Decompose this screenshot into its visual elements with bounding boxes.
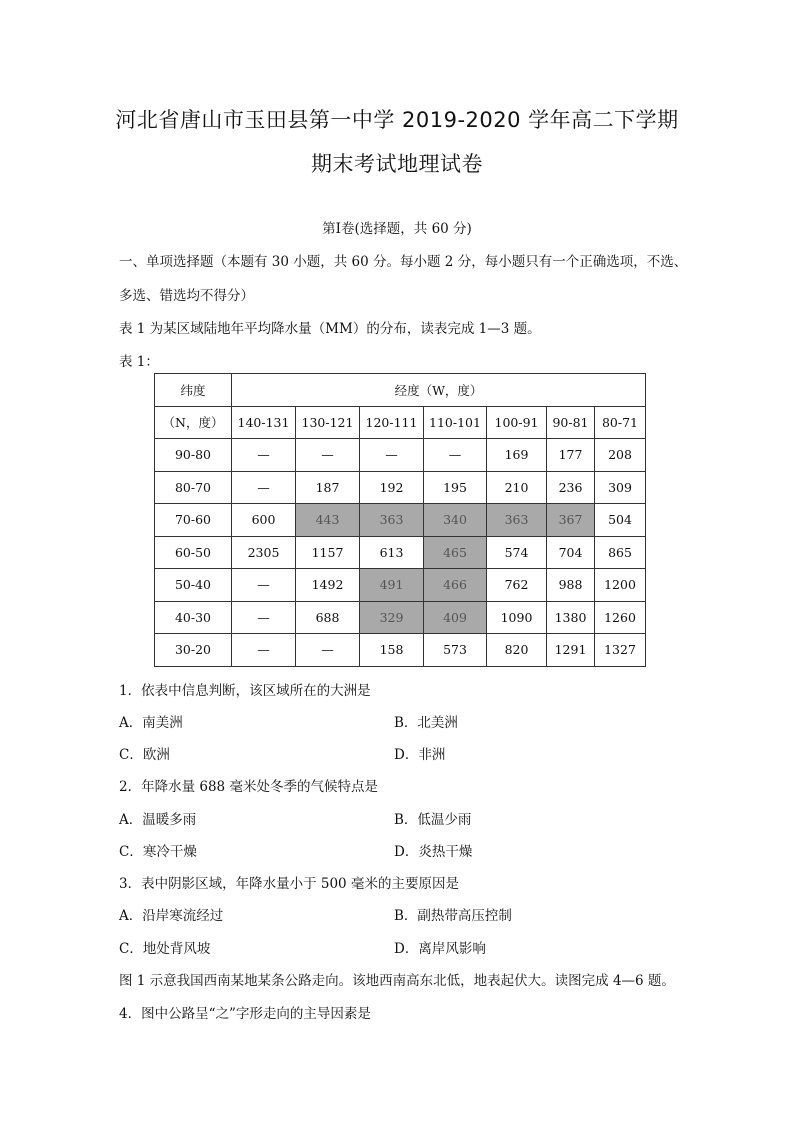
value-cell: 177: [547, 439, 595, 472]
latitude-cell: 30-20: [155, 634, 232, 667]
table-header-row: [155, 374, 646, 407]
latitude-cell: 90-80: [155, 439, 232, 472]
shaded-value-cell: 443: [296, 504, 360, 537]
question-1-option-b: B．北美洲: [394, 715, 458, 731]
question-1-option-a: A．南美洲: [119, 715, 183, 731]
value-cell: 504: [595, 504, 646, 537]
value-cell: 688: [296, 601, 360, 634]
question-3-option-c: C．地处背风坡: [119, 941, 211, 957]
value-cell: 195: [424, 471, 487, 504]
value-cell: 236: [547, 471, 595, 504]
latitude-cell: 70-60: [155, 504, 232, 537]
table-row: [155, 471, 646, 504]
question-3-stem: 3．表中阴影区域，年降水量小于 500 毫米的主要原因是: [119, 876, 459, 892]
value-cell: —: [424, 439, 487, 472]
table-row: [155, 504, 646, 537]
value-cell: 704: [547, 536, 595, 569]
shaded-value-cell: 409: [424, 601, 487, 634]
lat-header-1: 纬度: [155, 374, 232, 407]
table-subheader-row: [155, 406, 646, 439]
question-2-option-a: A．温暖多雨: [119, 812, 197, 828]
latitude-cell: 60-50: [155, 536, 232, 569]
value-cell: 1090: [487, 601, 547, 634]
value-cell: 820: [487, 634, 547, 667]
question-2-stem: 2．年降水量 688 毫米处冬季的气候特点是: [119, 779, 378, 795]
section-heading: 第Ⅰ卷(选择题，共 60 分): [322, 221, 472, 237]
lon-range: 100-91: [487, 406, 547, 439]
latitude-cell: 40-30: [155, 601, 232, 634]
question-2-option-c: C．寒冷干燥: [119, 844, 197, 860]
value-cell: 192: [360, 471, 424, 504]
value-cell: —: [296, 634, 360, 667]
value-cell: 210: [487, 471, 547, 504]
question-3-option-b: B．副热带高压控制: [394, 908, 512, 924]
value-cell: 1291: [547, 634, 595, 667]
shaded-value-cell: 340: [424, 504, 487, 537]
value-cell: 169: [487, 439, 547, 472]
lon-range: 130-121: [296, 406, 360, 439]
value-cell: 613: [360, 536, 424, 569]
value-cell: —: [296, 439, 360, 472]
value-cell: 309: [595, 471, 646, 504]
value-cell: —: [232, 439, 296, 472]
value-cell: —: [232, 569, 296, 602]
value-cell: 158: [360, 634, 424, 667]
table-row: [155, 439, 646, 472]
shaded-value-cell: 329: [360, 601, 424, 634]
value-cell: —: [232, 634, 296, 667]
table-row: [155, 634, 646, 667]
value-cell: 1200: [595, 569, 646, 602]
instruction-line2: 多选、错选均不得分）: [119, 288, 254, 304]
question-1-stem: 1．依表中信息判断，该区域所在的大洲是: [119, 683, 371, 699]
shaded-value-cell: 465: [424, 536, 487, 569]
lon-range: 110-101: [424, 406, 487, 439]
latitude-cell: 80-70: [155, 471, 232, 504]
value-cell: 1380: [547, 601, 595, 634]
exam-title-line2: 期末考试地理试卷: [311, 152, 483, 176]
table-label: 表 1：: [119, 354, 159, 370]
value-cell: 574: [487, 536, 547, 569]
value-cell: 1260: [595, 601, 646, 634]
table-intro: 表 1 为某区域陆地年平均降水量（MM）的分布，读表完成 1—3 题。: [119, 321, 541, 337]
lon-range: 90-81: [547, 406, 595, 439]
table-row: [155, 536, 646, 569]
table-row: [155, 569, 646, 602]
lon-header: 经度（W，度）: [232, 374, 646, 407]
value-cell: 600: [232, 504, 296, 537]
lon-range: 140-131: [232, 406, 296, 439]
shaded-value-cell: 367: [547, 504, 595, 537]
question-3-option-d: D．离岸风影响: [394, 941, 486, 957]
shaded-value-cell: 466: [424, 569, 487, 602]
question-1-option-d: D．非洲: [394, 747, 446, 763]
value-cell: —: [360, 439, 424, 472]
precipitation-table: [154, 373, 646, 667]
question-3-option-a: A．沿岸寒流经过: [119, 908, 224, 924]
latitude-cell: 50-40: [155, 569, 232, 602]
question-1-option-c: C．欧洲: [119, 747, 170, 763]
exam-title-line1: 河北省唐山市玉田县第一中学 2019-2020 学年高二下学期: [115, 108, 679, 132]
shaded-value-cell: 363: [487, 504, 547, 537]
question-2-option-d: D．炎热干燥: [394, 844, 473, 860]
lat-header-2: （N，度）: [155, 406, 232, 439]
value-cell: 762: [487, 569, 547, 602]
figure-intro: 图 1 示意我国西南某地某条公路走向。该地西南高东北低，地表起伏大。读图完成 4—6 题。: [119, 973, 675, 989]
instruction-line1: 一、单项选择题（本题有 30 小题，共 60 分。每小题 2 分，每小题只有一个正确选项，不选、: [119, 254, 688, 270]
lon-range: 80-71: [595, 406, 646, 439]
table-row: [155, 601, 646, 634]
value-cell: 1157: [296, 536, 360, 569]
value-cell: —: [232, 471, 296, 504]
shaded-value-cell: 491: [360, 569, 424, 602]
shaded-value-cell: 363: [360, 504, 424, 537]
value-cell: 988: [547, 569, 595, 602]
value-cell: 865: [595, 536, 646, 569]
value-cell: 187: [296, 471, 360, 504]
value-cell: 1492: [296, 569, 360, 602]
value-cell: —: [232, 601, 296, 634]
value-cell: 208: [595, 439, 646, 472]
question-4-stem: 4．图中公路呈“之”字形走向的主导因素是: [119, 1006, 371, 1022]
value-cell: 573: [424, 634, 487, 667]
lon-range: 120-111: [360, 406, 424, 439]
value-cell: 1327: [595, 634, 646, 667]
question-2-option-b: B．低温少雨: [394, 812, 472, 828]
value-cell: 2305: [232, 536, 296, 569]
